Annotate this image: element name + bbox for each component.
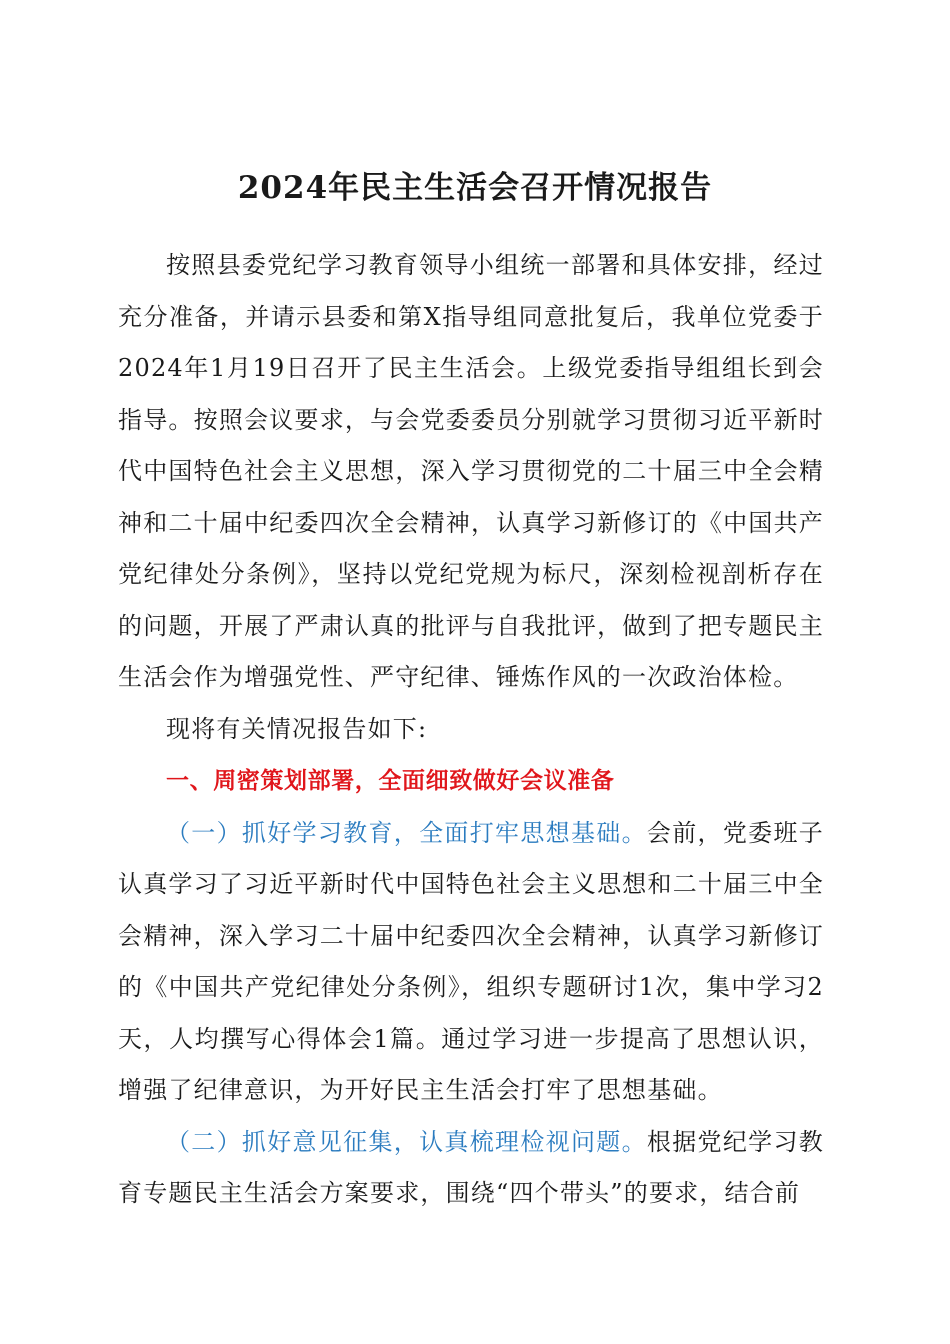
section-1-item-1 <box>118 808 824 1117</box>
section-heading <box>118 755 824 808</box>
intro-paragraph: 按照县委党纪学习教育领导小组统一部署和具体安排，经过充分准备，并请示县委和第X指导组同意批复后，我单位党委于2024年1月19日召开了民主生活会。上级党委指导组组长到会指导。按照会议要求，与会党委委员分别就学习贯彻习近平新时代中国特色社会主义思想，深入学习贯彻党的二十届三中全会精神和二十届中纪委四次全会精神，认真学习新修订的《中国共产党纪律处分条例》，坚持以党纪党规为标尺，深刻检视剖析存在的问题，开展了严肃认真的批评与自我批评，做到了把专题民主生活会作为增强党性、严守纪律、锤炼作风的一次政治体检。 <box>118 251 824 691</box>
section-1-item-2 <box>118 1117 824 1220</box>
document-body <box>118 240 824 1220</box>
item-1-text: 会前，党委班子认真学习了习近平新时代中国特色社会主义思想和二十届三中全会精神，深入学习二十届中纪委四次全会精神，认真学习新修订的《中国共产党纪律处分条例》，组织专题研讨1次，集中学习2天，人均撰写心得体会1篇。通过学习进一步提高了思想认识，增强了纪律意识，为开好民主生活会打牢了思想基础。 <box>118 818 824 1104</box>
item-2-text: 根据党纪学习教育专题民主生活会方案要求，围绕“四个带头”的要求，结合前 <box>118 1127 824 1207</box>
section-1-heading: 一、周密策划部署，全面细致做好会议准备 <box>166 768 615 794</box>
document-title: 2024年民主生活会召开情况报告 <box>237 170 713 206</box>
report-lead-paragraph: 现将有关情况报告如下: <box>166 714 428 743</box>
item-2-lead: （二）抓好意见征集，认真梳理检视问题。 <box>166 1127 647 1156</box>
item-1-lead: （一）抓好学习教育，全面打牢思想基础。 <box>166 818 647 847</box>
